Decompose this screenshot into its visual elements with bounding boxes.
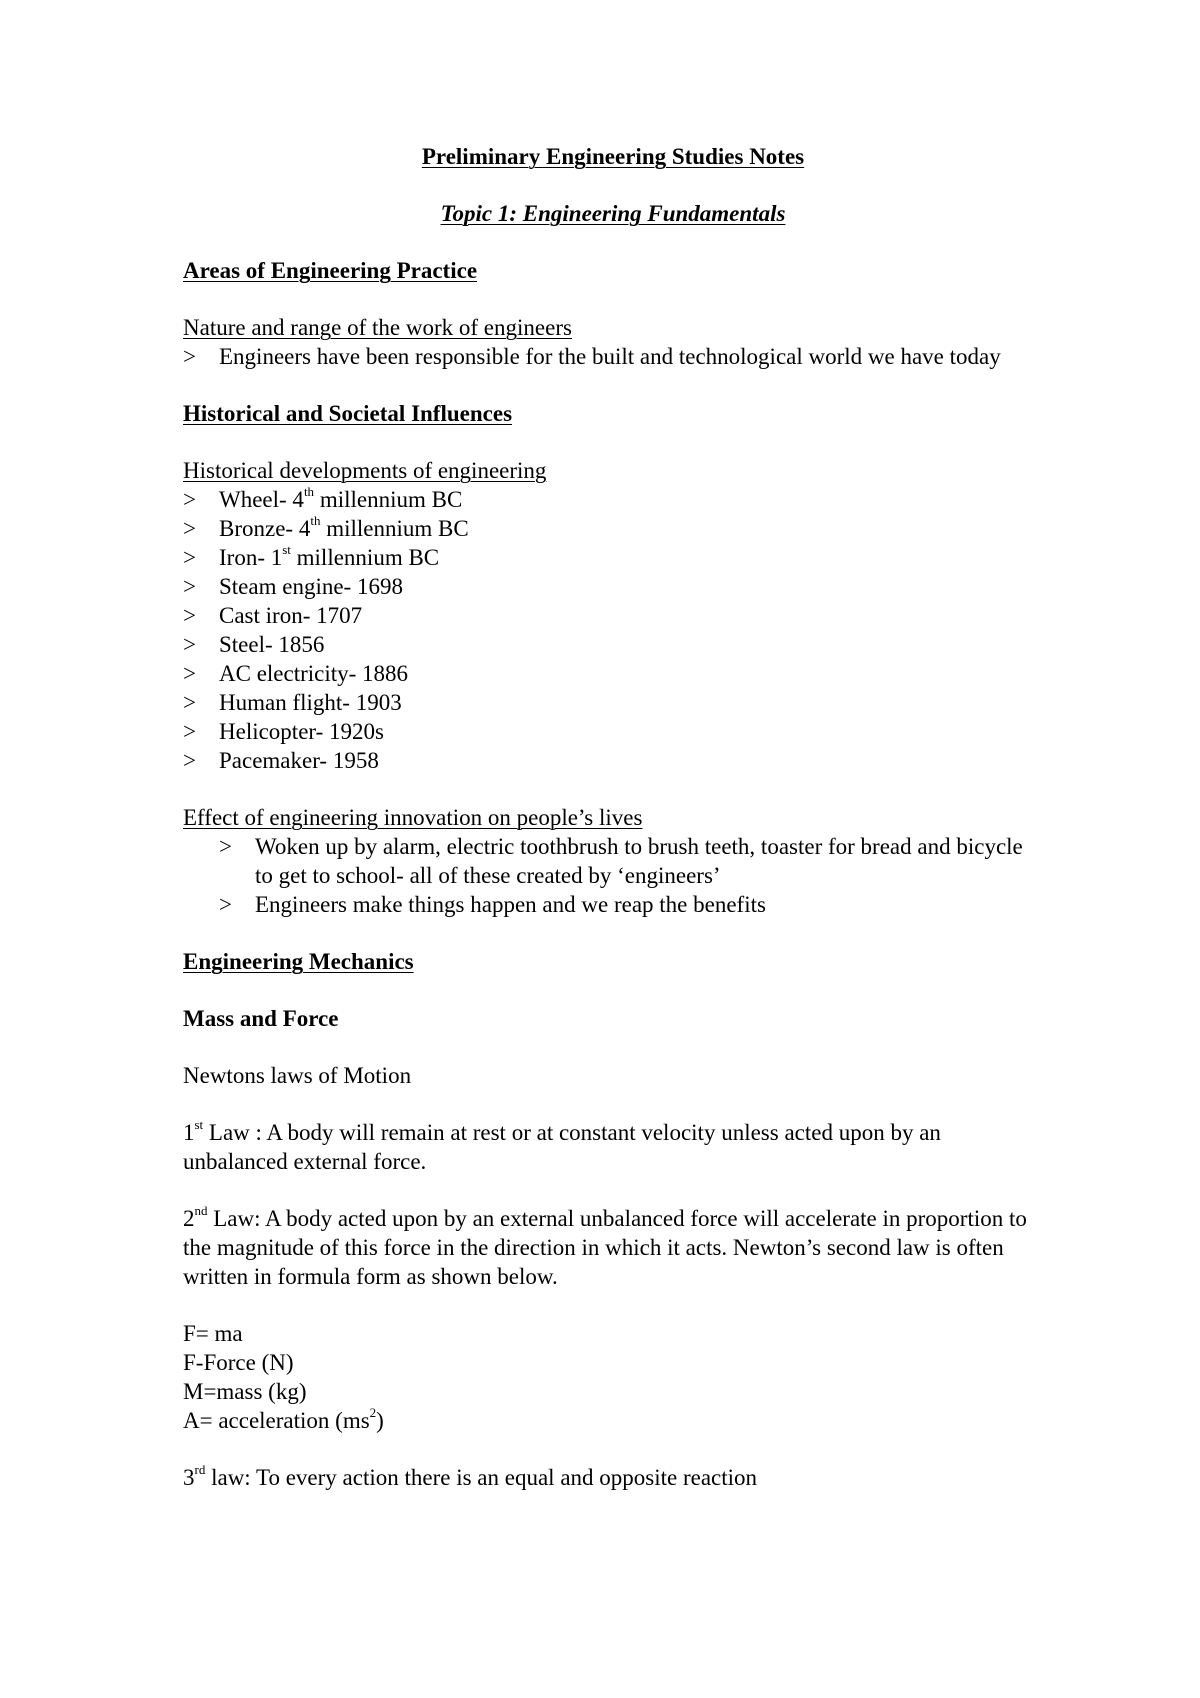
list-item (183, 543, 1043, 572)
list-item-suffix: millennium BC (314, 487, 463, 512)
bullet-glyph: > (183, 516, 196, 541)
bullet-glyph: > (183, 344, 196, 369)
section-heading-mechanics: Engineering Mechanics (183, 949, 414, 974)
list-item-text: Bronze- 4 (219, 516, 311, 541)
list-item-text: AC electricity- 1886 (219, 661, 409, 686)
section-heading-historical: Historical and Societal Influences (183, 401, 513, 426)
bullet-glyph: > (183, 690, 196, 715)
formula-block (183, 1319, 1043, 1435)
formula-line-acceleration (183, 1406, 1043, 1435)
list-item (219, 890, 1043, 919)
historical-timeline-list (183, 485, 1043, 775)
list-item (183, 630, 1043, 659)
list-item (183, 688, 1043, 717)
list-item (183, 342, 1043, 371)
formula-line: M=mass (kg) (183, 1379, 307, 1404)
law-3-number: 3 (183, 1465, 195, 1490)
list-item (183, 717, 1043, 746)
list-item-text: Iron- 1 (219, 545, 283, 570)
list-item (183, 485, 1043, 514)
formula-line: F-Force (N) (183, 1350, 294, 1375)
bullet-glyph: > (183, 487, 196, 512)
list-item-text: Woken up by alarm, electric toothbrush to brush teeth, toaster for bread and bicycle to get to school- all of these created by ‘engineers’ (255, 834, 1023, 888)
list-item-text: Helicopter- 1920s (219, 719, 384, 744)
list-item-text: Wheel- 4 (219, 487, 304, 512)
list-item (183, 572, 1043, 601)
subheading-effect: Effect of engineering innovation on people’s lives (183, 805, 643, 830)
list-item-text: Engineers have been responsible for the built and technological world we have today (219, 344, 1001, 369)
list-item-suffix: millennium BC (320, 516, 469, 541)
accel-text: A= acceleration (ms (183, 1408, 370, 1433)
bullet-glyph: > (183, 632, 196, 657)
law-3-ordinal: rd (194, 1462, 206, 1478)
law-3-text: law: To every action there is an equal and opposite reaction (205, 1465, 758, 1490)
subheading-nature: Nature and range of the work of engineers (183, 315, 572, 340)
law-1-paragraph (183, 1118, 1043, 1176)
list-item-ordinal: th (303, 484, 315, 500)
law-1-ordinal: st (194, 1117, 204, 1133)
newtons-laws-intro: Newtons laws of Motion (183, 1063, 412, 1088)
law-1-number: 1 (183, 1120, 195, 1145)
bullet-glyph: > (183, 603, 196, 628)
section-heading-areas: Areas of Engineering Practice (183, 258, 478, 283)
bullet-glyph: > (183, 574, 196, 599)
effect-bullet-list (219, 832, 1043, 919)
accel-close: ) (376, 1408, 384, 1433)
list-item (183, 601, 1043, 630)
list-item-text: Engineers make things happen and we reap the benefits (255, 892, 766, 917)
bullet-glyph: > (183, 719, 196, 744)
bullet-glyph: > (183, 545, 196, 570)
list-item-text: Steel- 1856 (219, 632, 325, 657)
list-item-text: Cast iron- 1707 (219, 603, 363, 628)
list-item-text: Pacemaker- 1958 (219, 748, 379, 773)
bullet-glyph: > (183, 748, 196, 773)
law-2-number: 2 (183, 1206, 195, 1231)
topic-heading: Topic 1: Engineering Fundamentals (440, 201, 786, 226)
list-item-ordinal: th (310, 513, 321, 529)
list-item-text: Human flight- 1903 (219, 690, 402, 715)
accel-exponent: 2 (369, 1405, 377, 1421)
list-item (183, 746, 1043, 775)
list-item-suffix: millennium BC (290, 545, 440, 570)
bullet-glyph: > (219, 834, 232, 859)
document-title: Preliminary Engineering Studies Notes (421, 144, 805, 169)
law-3-paragraph (183, 1463, 1043, 1492)
law-2-text: Law: A body acted upon by an external unbalanced force will accelerate in proportion to the magnitude of this force in the direction in which it acts. Newton’s second law is often written in formula form as shown below. (183, 1206, 1027, 1289)
bullet-glyph: > (219, 892, 232, 917)
list-item (219, 832, 1043, 890)
areas-bullet-list (183, 342, 1043, 371)
formula-line: F= ma (183, 1321, 243, 1346)
law-2-paragraph (183, 1204, 1043, 1291)
document-page (183, 142, 1043, 1492)
law-2-ordinal: nd (194, 1203, 208, 1219)
subheading-mass-force: Mass and Force (183, 1006, 339, 1031)
bullet-glyph: > (183, 661, 196, 686)
list-item-ordinal: st (282, 542, 291, 558)
law-1-text: Law : A body will remain at rest or at constant velocity unless acted upon by an unbalanced external force. (183, 1120, 941, 1174)
subheading-historical-developments: Historical developments of engineering (183, 458, 547, 483)
list-item (183, 659, 1043, 688)
list-item-text: Steam engine- 1698 (219, 574, 403, 599)
list-item (183, 514, 1043, 543)
